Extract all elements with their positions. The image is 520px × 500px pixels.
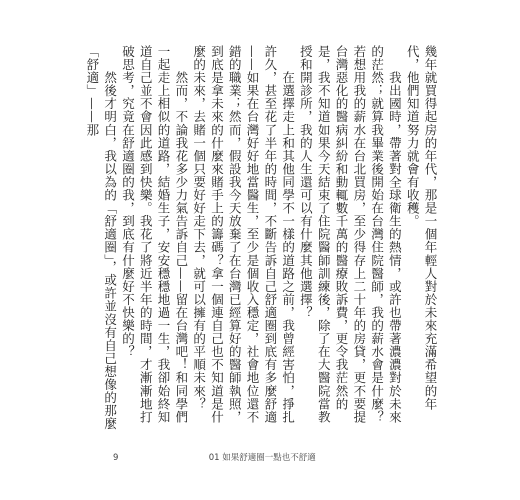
paragraph-2: 我出國時，帶著對全球衛生的熱情，或許也帶著濃濃對於未來的茫然；就算我畢業後開始在台灣住院醫師，我的薪水會是什麼？若想用我的薪水在台北買房，至少得存上二十年的房貸，更不要提台灣惡化的醫病糾紛和動輒數千萬的醫療敗訴費，更令我茫然的是，我不知道如果今天結束了住院醫師訓練後，除了在大醫院當教授和開診所，我的人生還可以有什麼其他選擇？	[298, 45, 403, 424]
paragraph-3: 在選擇走上和其他同學不一樣的道路之前，我曾經害怕，掙扎許久，甚至花了半年的時間，不斷告訴自己舒適圈到底有多麼舒適——如果在台灣好好地當醫生，至少是個收入穩定，社會地位還不錯的職業；然而，假設我今天放棄了在台灣已經算好的醫師執照，到底是拿未來的什麼來賭手上的籌碼？拿一個連自己也不知道是什麼的未來，去賭一個只要好好走下去，就可以擁有的平順未來？	[191, 45, 296, 424]
paragraph-5: 然後才明白，我以為的「舒適圈」，或許並沒有自己想像的那麼「舒適」——那	[84, 45, 118, 431]
paragraph-1: 幾年就買得起房的年代，那是一個年輕人對於未來充滿希望的年代，他們知道努力就會有收穫。	[405, 45, 438, 411]
page-number: 9	[113, 453, 119, 463]
vertical-text-block	[75, 45, 439, 435]
paragraph-4: 然而，不論我花多少力氣告訴自己——留在台灣吧！和同學們一起走上相似的道路，結婚生子，安安穩穩地過一生，我卻始終知道自己並不會因此感到快樂。我花了將近半年的時間，才漸漸地打破思考，究竟在舒適圈的我，到底有什麼好不快樂的？	[120, 45, 189, 424]
running-title: 01 如果舒適圈一點也不舒適	[208, 453, 316, 463]
page-footer	[113, 451, 407, 463]
